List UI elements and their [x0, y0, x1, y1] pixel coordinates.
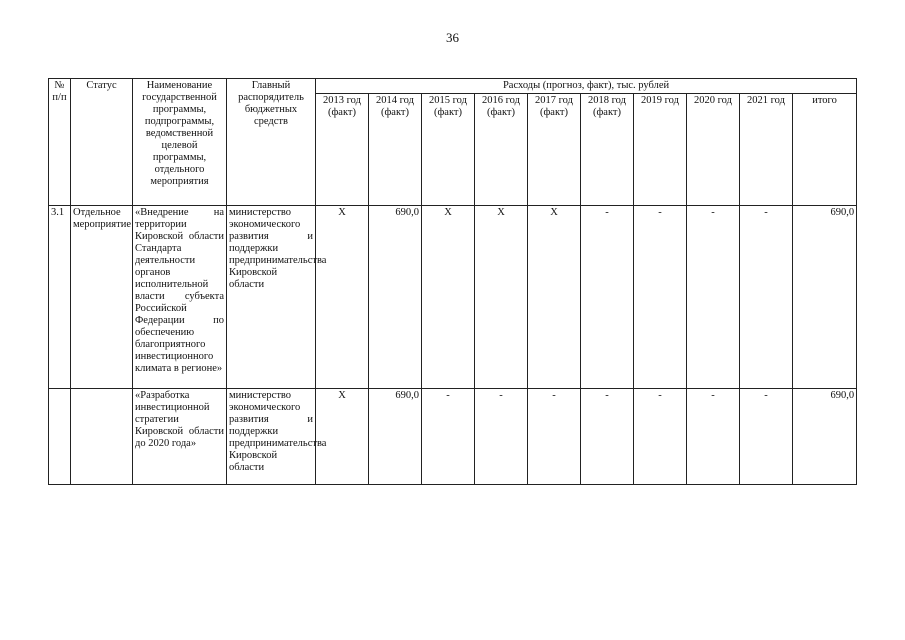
header-year: 2013 год (факт): [316, 94, 369, 206]
row-value: -: [528, 389, 581, 485]
header-executor: Главный распорядитель бюджетных средств: [227, 79, 316, 206]
row-executor: министерство экономического развития и поддержки предпринимательства Кировской области: [227, 206, 316, 389]
header-year: 2014 год (факт): [369, 94, 422, 206]
row-name: «Внедрение на территории Кировской области Стандарта деятельности органов исполнительной власти субъекта Российской Федерации по обеспечению благоприятного инвестиционного климата в регионе»: [133, 206, 227, 389]
row-value: -: [740, 206, 793, 389]
row-status: [71, 389, 133, 485]
header-year: 2019 год: [634, 94, 687, 206]
header-year: 2017 год (факт): [528, 94, 581, 206]
row-num: [49, 389, 71, 485]
header-year: 2021 год: [740, 94, 793, 206]
row-value: -: [581, 389, 634, 485]
header-row-top: [49, 79, 857, 94]
row-value: -: [475, 389, 528, 485]
header-num: № п/п: [49, 79, 71, 206]
row-value: -: [740, 389, 793, 485]
header-year: 2016 год (факт): [475, 94, 528, 206]
row-value: 690,0: [369, 389, 422, 485]
header-status: Статус: [71, 79, 133, 206]
row-value: Х: [316, 206, 369, 389]
row-value: Х: [475, 206, 528, 389]
expenses-table: [48, 78, 857, 485]
row-num: 3.1: [49, 206, 71, 389]
row-name: «Разработка инвестиционной стратегии Кировской области до 2020 года»: [133, 389, 227, 485]
row-status: Отдельное мероприятие: [71, 206, 133, 389]
row-value: 690,0: [369, 206, 422, 389]
row-value: Х: [316, 389, 369, 485]
row-total: 690,0: [793, 389, 857, 485]
row-value: -: [634, 389, 687, 485]
header-year: 2015 год (факт): [422, 94, 475, 206]
header-year: 2020 год: [687, 94, 740, 206]
row-value: -: [634, 206, 687, 389]
header-name: Наименование государственной программы, подпрограммы, ведомственной целевой программы, отдельного мероприятия: [133, 79, 227, 206]
header-total: итого: [793, 94, 857, 206]
row-value: -: [687, 206, 740, 389]
row-total: 690,0: [793, 206, 857, 389]
row-value: -: [581, 206, 634, 389]
row-value: Х: [422, 206, 475, 389]
page-number: 36: [446, 30, 459, 45]
table-row: [49, 389, 857, 485]
row-executor: министерство экономического развития и поддержки предпринимательства Кировской области: [227, 389, 316, 485]
header-year: 2018 год (факт): [581, 94, 634, 206]
header-expenses-title: Расходы (прогноз, факт), тыс. рублей: [316, 79, 857, 94]
row-value: -: [422, 389, 475, 485]
row-value: Х: [528, 206, 581, 389]
row-value: -: [687, 389, 740, 485]
table-row: [49, 206, 857, 389]
